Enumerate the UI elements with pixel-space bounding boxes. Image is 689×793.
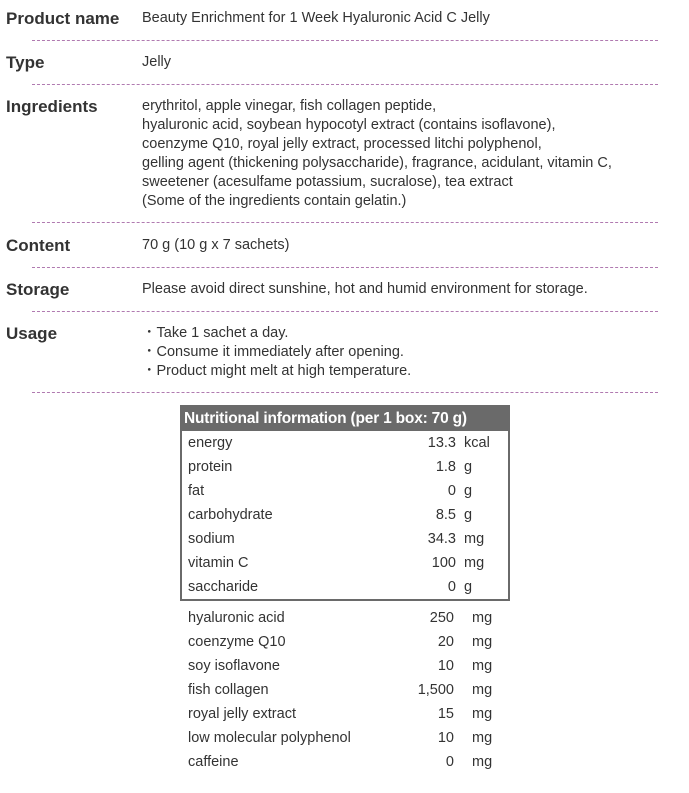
nutrient-name: soy isoflavone — [188, 658, 280, 674]
nutrient-unit: mg — [472, 682, 493, 698]
nutrient-unit: mg — [472, 634, 493, 650]
nutrient-value: 10 — [437, 730, 454, 746]
nutrient-name: protein — [188, 459, 233, 475]
nutrient-name: coenzyme Q10 — [188, 634, 286, 650]
nutrient-unit: kcal — [464, 435, 490, 451]
nutrition-row — [182, 575, 508, 599]
nutrient-unit: mg — [472, 754, 493, 770]
extra-nutrient-row — [182, 654, 512, 678]
nutrient-unit: mg — [472, 658, 493, 674]
nutrient-value: 34.3 — [427, 531, 456, 547]
label-product-name: Product name — [6, 9, 120, 28]
separator — [32, 222, 658, 223]
nutrient-value: 250 — [429, 610, 454, 626]
usage-line: ・Consume it immediately after opening. — [142, 344, 404, 360]
nutrient-name: fat — [188, 483, 205, 499]
nutrient-unit: g — [464, 459, 473, 475]
separator — [32, 392, 658, 393]
row-content — [0, 236, 689, 256]
nutrient-value: 13.3 — [427, 435, 456, 451]
extra-nutrient-row — [182, 678, 512, 702]
nutrient-value: 15 — [437, 706, 454, 722]
separator — [32, 40, 658, 41]
value-content: 70 g (10 g x 7 sachets) — [142, 237, 290, 253]
nutrition-row — [182, 431, 508, 455]
ingredients-line: erythritol, apple vinegar, fish collagen peptide, — [142, 98, 437, 114]
nutrient-unit: mg — [472, 610, 493, 626]
ingredients-line: gelling agent (thickening polysaccharide), fragrance, acidulant, vitamin C, — [142, 155, 612, 171]
nutrient-value: 100 — [431, 555, 456, 571]
ingredients-line: coenzyme Q10, royal jelly extract, processed litchi polyphenol, — [142, 136, 542, 152]
row-product-name — [0, 9, 689, 29]
nutrient-value: 10 — [437, 658, 454, 674]
extra-nutrient-row — [182, 702, 512, 726]
nutrient-value: 0 — [447, 483, 456, 499]
separator — [32, 84, 658, 85]
nutrient-unit: g — [464, 507, 473, 523]
nutrition-row — [182, 455, 508, 479]
nutrient-value: 20 — [437, 634, 454, 650]
nutrient-unit: g — [464, 579, 473, 595]
nutrition-row — [182, 527, 508, 551]
nutrient-unit: mg — [464, 555, 485, 571]
extra-nutrient-row — [182, 726, 512, 750]
value-usage — [142, 324, 689, 381]
separator — [32, 267, 658, 268]
nutrient-unit: mg — [472, 730, 493, 746]
nutrient-name: sodium — [188, 531, 235, 547]
nutrient-value: 0 — [447, 579, 456, 595]
nutrient-name: fish collagen — [188, 682, 269, 698]
nutrient-value: 1.8 — [435, 459, 456, 475]
nutrition-title: Nutritional information (per 1 box: 70 g) — [182, 407, 508, 431]
nutrient-value: 0 — [445, 754, 454, 770]
nutrient-name: royal jelly extract — [188, 706, 296, 722]
ingredients-line: (Some of the ingredients contain gelatin.) — [142, 193, 407, 209]
extra-nutrient-row — [182, 750, 512, 774]
label-content: Content — [6, 236, 71, 255]
label-storage: Storage — [6, 280, 70, 299]
nutrient-name: caffeine — [188, 754, 239, 770]
nutrient-name: vitamin C — [188, 555, 249, 571]
usage-line: ・Take 1 sachet a day. — [142, 325, 289, 341]
nutrient-name: carbohydrate — [188, 507, 273, 523]
row-ingredients — [0, 97, 689, 211]
value-storage: Please avoid direct sunshine, hot and humid environment for storage. — [142, 281, 588, 297]
nutrient-unit: mg — [464, 531, 485, 547]
nutrient-unit: mg — [472, 706, 493, 722]
nutrition-row — [182, 479, 508, 503]
value-product-name: Beauty Enrichment for 1 Week Hyaluronic Acid C Jelly — [142, 10, 490, 26]
separator — [32, 311, 658, 312]
label-type: Type — [6, 53, 45, 72]
nutrition-row — [182, 503, 508, 527]
nutrient-value: 1,500 — [417, 682, 454, 698]
nutrient-name: hyaluronic acid — [188, 610, 285, 626]
nutrient-name: low molecular polyphenol — [188, 730, 351, 746]
row-usage — [0, 324, 689, 381]
nutrient-name: energy — [188, 435, 233, 451]
value-ingredients — [142, 97, 689, 211]
row-type — [0, 53, 689, 73]
nutrient-value: 8.5 — [435, 507, 456, 523]
label-ingredients: Ingredients — [6, 97, 98, 116]
nutrition-row — [182, 551, 508, 575]
extra-nutrient-row — [182, 606, 512, 630]
usage-line: ・Product might melt at high temperature. — [142, 363, 412, 379]
extra-nutrient-row — [182, 630, 512, 654]
label-usage: Usage — [6, 324, 58, 343]
value-type: Jelly — [142, 54, 172, 70]
nutrient-unit: g — [464, 483, 473, 499]
ingredients-line: sweetener (acesulfame potassium, sucralose), tea extract — [142, 174, 513, 190]
row-storage — [0, 280, 689, 300]
ingredients-line: hyaluronic acid, soybean hypocotyl extract (contains isoflavone), — [142, 117, 556, 133]
nutrient-name: saccharide — [188, 579, 259, 595]
